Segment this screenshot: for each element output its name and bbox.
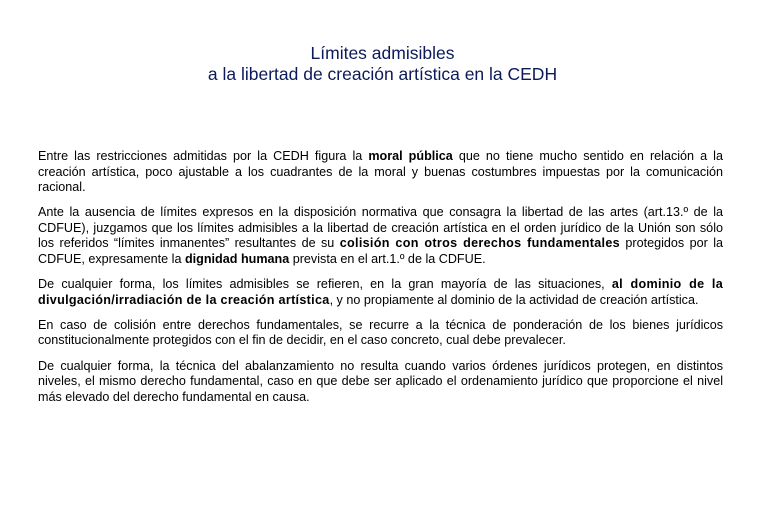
text-run: , y no propiamente al dominio de la actividad de creación artística. <box>329 292 699 307</box>
text-run: prevista en el art.1.º de la CDFUE. <box>289 252 486 267</box>
paragraph-ponderacion <box>38 318 723 349</box>
paragraph-limites-inmanentes <box>38 205 723 267</box>
text-run: Entre las restricciones admitidas por la CEDH figura la <box>38 149 369 163</box>
page-title <box>0 43 765 85</box>
body-text <box>38 149 723 415</box>
text-run: De cualquier forma, la técnica del abalanzamiento no resulta cuando varios órdenes jurídicos protegen, en distintos niveles, el mismo derecho fundamental, caso en que debe ser aplicado el ordenamiento jurídico que proporcione el nivel más elevado del derecho fundamental en causa. <box>38 358 723 404</box>
title-line-1: Límites admisibles <box>310 43 455 63</box>
text-run: De cualquier forma, los límites admisibles se refieren, en la gran mayoría de las situaciones, <box>38 277 612 292</box>
text-run: Ante la ausencia de límites expresos en la disposición normativa que consagra la libertad de las artes (art.13.º de la CDFUE), juzgamos que los límites admisibles a la libertad de creación artística en el orden jurídico de la Unión son sólo los referidos “límites inmanentes” resultantes de su <box>38 205 723 251</box>
paragraph-abalanzamiento <box>38 359 723 406</box>
paragraph-divulgacion <box>38 277 723 308</box>
bold-run: colisión con otros derechos fundamentales <box>339 236 620 251</box>
text-run: En caso de colisión entre derechos fundamentales, se recurre a la técnica de ponderación de los bienes jurídicos constitucionalmente protegidos con el fin de decidir, en el caso concreto, cual debe prevalecer. <box>38 317 723 348</box>
text-run: que no tiene mucho sentido en relación a la creación artística, poco ajustable a los cuadrantes de la moral y buenas costumbres impuestas por la comunicación racional. <box>38 149 723 195</box>
text-run: protegidos por la CDFUE, expresamente la <box>38 236 723 267</box>
bold-run: al dominio de la divulgación/irradiación de la creación artística <box>38 277 724 307</box>
bold-run: dignidad humana <box>184 252 290 267</box>
title-line-2: a la libertad de creación artística en la CEDH <box>207 64 558 84</box>
paragraph-moral-publica <box>38 149 723 196</box>
bold-run: moral pública <box>368 149 453 163</box>
